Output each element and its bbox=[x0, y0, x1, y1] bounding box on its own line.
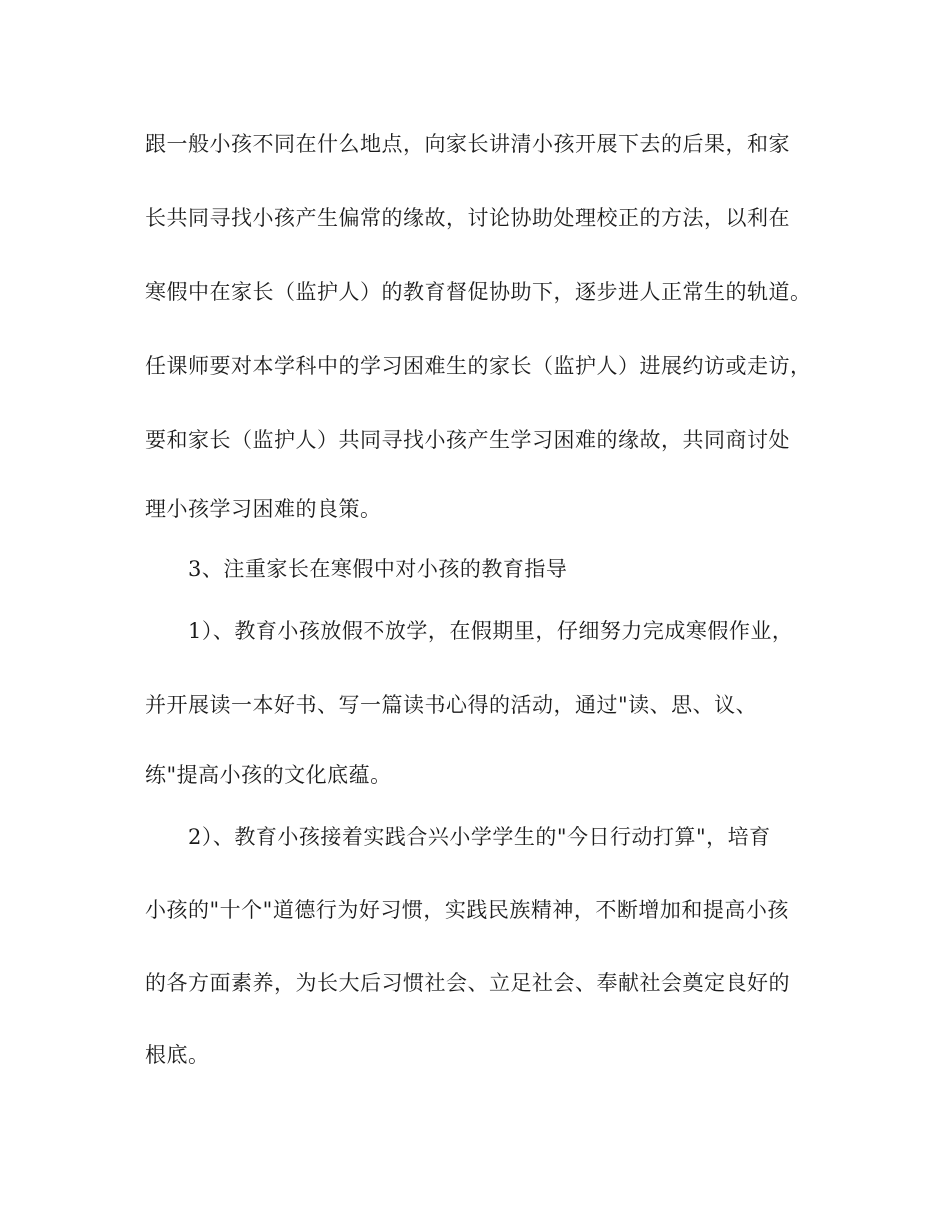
text-line: 1）、教育小孩放假不放学，在假期里，仔细努力完成寒假作业， bbox=[188, 619, 794, 643]
text-line: 任课师要对本学科中的学习困难生的家长（监护人）进展约访或走访， bbox=[145, 354, 812, 378]
text-line: 寒假中在家长（监护人）的教育督促协助下，逐步进人正常生的轨道。 bbox=[145, 280, 812, 304]
text-line: 长共同寻找小孩产生偏常的缘故，讨论协助处理校正的方法，以利在 bbox=[145, 206, 790, 230]
text-line: 理小孩学习困难的良策。 bbox=[145, 497, 382, 521]
text-line: 练"提高小孩的文化底蕴。 bbox=[145, 763, 392, 787]
text-line: 要和家长（监护人）共同寻找小孩产生学习困难的缘故，共同商讨处 bbox=[145, 428, 790, 452]
text-line: 2）、教育小孩接着实践合兴小学学生的"今日行动打算"，培育 bbox=[188, 825, 771, 849]
text-line: 的各方面素养，为长大后习惯社会、立足社会、奉献社会奠定良好的 bbox=[145, 971, 790, 995]
text-line: 小孩的"十个"道德行为好习惯，实践民族精神，不断增加和提高小孩 bbox=[145, 898, 789, 922]
text-line: 根底。 bbox=[145, 1043, 210, 1067]
text-line: 跟一般小孩不同在什么地点，向家长讲清小孩开展下去的后果，和家 bbox=[145, 132, 790, 156]
text-line: 并开展读一本好书、写一篇读书心得的活动，通过"读、思、议、 bbox=[145, 693, 758, 717]
section-heading: 3、注重家长在寒假中对小孩的教育指导 bbox=[188, 557, 568, 581]
